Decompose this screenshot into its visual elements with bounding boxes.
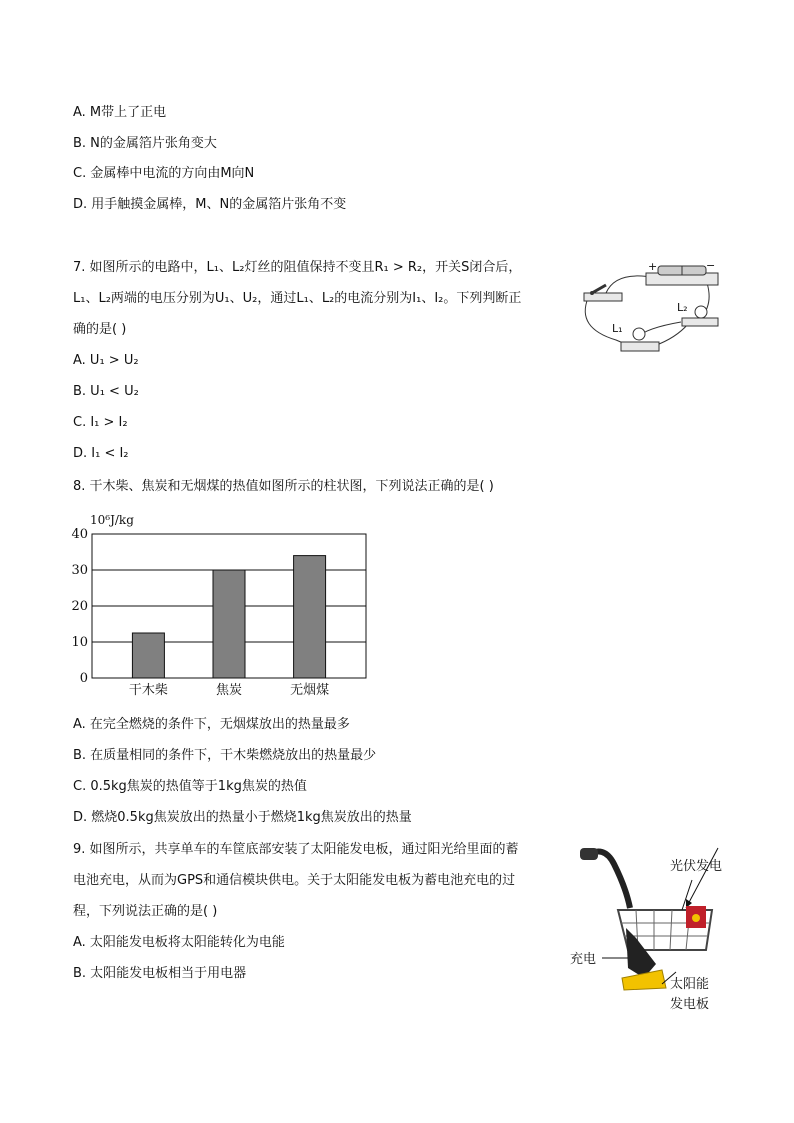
battery-minus: − <box>706 259 716 272</box>
label-solar-panel-line1: 太阳能 <box>670 977 710 992</box>
q6-option-c: C. 金属棒中电流的方向由M向N <box>73 166 255 181</box>
chart-y-tick-label: 10 <box>71 635 88 650</box>
chart-bar <box>213 570 245 678</box>
lamp-l2-label: L₂ <box>677 301 688 314</box>
chart-x-tick-label: 干木柴 <box>128 683 168 698</box>
chart-unit-label: 10⁶J/kg <box>90 513 134 527</box>
chart-y-tick-label: 0 <box>79 671 88 686</box>
q9-stem-line2: 电池充电，从而为GPS和通信模块供电。关于太阳能发电板为蓄电池充电的过 <box>73 873 516 888</box>
bar-chart <box>70 508 380 704</box>
q8-option-b: B. 在质量相同的条件下，干木柴燃烧放出的热量最少 <box>73 748 377 763</box>
label-photovoltaic: 光伏发电 <box>670 859 723 874</box>
chart-y-tick-label: 30 <box>71 563 88 578</box>
chart-x-tick-label: 焦炭 <box>215 683 243 698</box>
q7-option-a: A. U₁ > U₂ <box>73 353 139 368</box>
q7-option-b: B. U₁ < U₂ <box>73 384 139 399</box>
q9-stem-line1: 9. 如图所示，共享单车的车筐底部安装了太阳能发电板，通过阳光给里面的蓄 <box>73 842 519 857</box>
q7-stem-line2: L₁、L₂两端的电压分别为U₁、U₂，通过L₁、L₂的电流分别为I₁、I₂。下列判断正 <box>73 291 522 306</box>
bike-basket-figure <box>566 838 736 1016</box>
q8-option-c: C. 0.5kg焦炭的热值等于1kg焦炭的热值 <box>73 779 307 794</box>
q8-option-d: D. 燃烧0.5kg焦炭放出的热量小于燃烧1kg焦炭放出的热量 <box>73 810 412 825</box>
q6-option-a: A. M带上了正电 <box>73 105 167 120</box>
battery-plus: + <box>648 260 658 273</box>
q7-option-c: C. I₁ > I₂ <box>73 415 128 430</box>
chart-y-tick-label: 20 <box>71 599 88 614</box>
chart-bar <box>132 633 164 678</box>
q9-stem-line3: 程，下列说法正确的是( ) <box>73 904 218 919</box>
label-charging: 充电 <box>570 952 597 967</box>
q7-option-d: D. I₁ < I₂ <box>73 446 129 461</box>
lamp-l1-label: L₁ <box>612 322 623 335</box>
chart-bar <box>294 556 326 678</box>
q7-stem-line3: 确的是( ) <box>73 322 127 337</box>
chart-x-tick-label: 无烟煤 <box>290 683 330 698</box>
q9-option-b: B. 太阳能发电板相当于用电器 <box>73 966 247 981</box>
q6-option-b: B. N的金属箔片张角变大 <box>73 136 217 151</box>
q6-option-d: D. 用手触摸金属棒，M、N的金属箔片张角不变 <box>73 197 347 212</box>
q8-option-a: A. 在完全燃烧的条件下，无烟煤放出的热量最多 <box>73 717 350 732</box>
circuit-figure <box>576 258 726 358</box>
chart-y-tick-label: 40 <box>71 527 88 542</box>
q8-stem: 8. 干木柴、焦炭和无烟煤的热值如图所示的柱状图，下列说法正确的是( ) <box>73 479 494 494</box>
q9-option-a: A. 太阳能发电板将太阳能转化为电能 <box>73 935 285 950</box>
q7-stem-line1: 7. 如图所示的电路中，L₁、L₂灯丝的阻值保持不变且R₁ > R₂，开关S闭合后， <box>73 260 522 275</box>
label-solar-panel-line2: 发电板 <box>670 997 710 1012</box>
